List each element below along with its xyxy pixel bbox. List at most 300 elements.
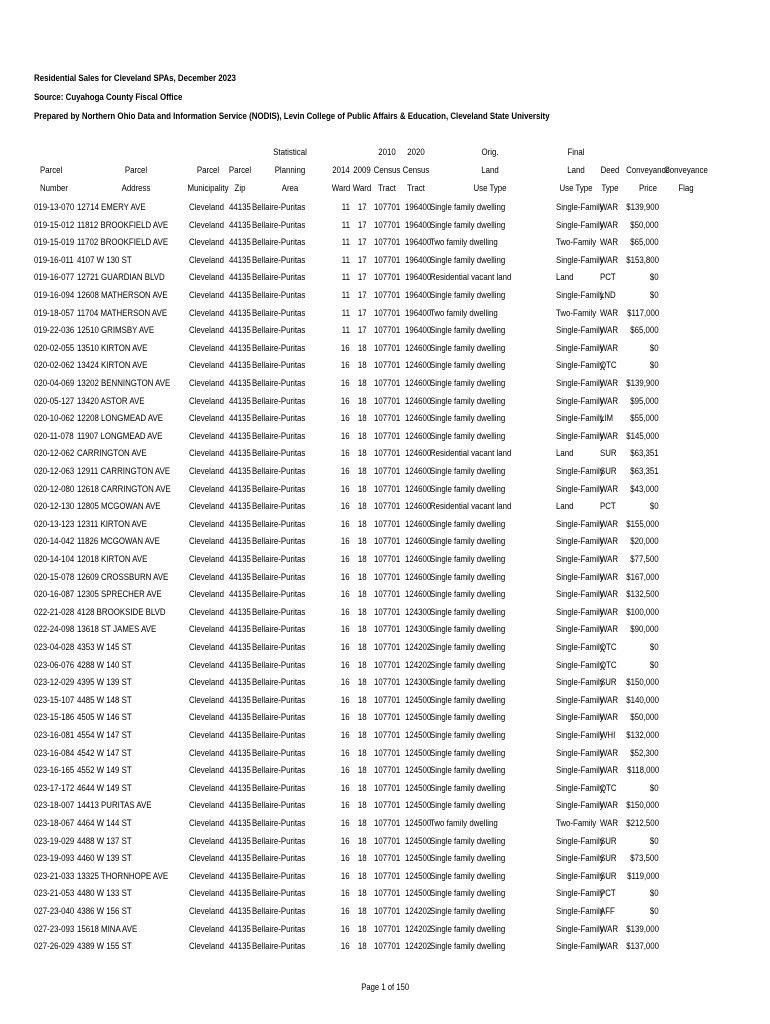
col-tract-2010-cell: 107701 xyxy=(374,730,401,741)
col-tract-2020-cell: 196400 xyxy=(405,325,432,337)
col-parcel-address-cell: 14413 PURITAS AVE xyxy=(77,800,152,812)
col-deed-type-cell: WAR xyxy=(600,536,619,548)
page-number: Page 1 of 150 xyxy=(361,981,409,992)
col-tract-2010-cell: 107701 xyxy=(374,835,401,847)
col-ward-2009-cell: 18 xyxy=(358,501,367,513)
col-municipality-cell: Cleveland xyxy=(189,818,224,829)
col-price-cell: $65,000 xyxy=(630,237,659,249)
col-ward-2014-cell: 16 xyxy=(341,888,350,900)
col-orig-use-cell: Single family dwelling xyxy=(430,765,506,777)
col-price-cell: $117,000 xyxy=(626,307,659,319)
col-zip-cell: 44135 xyxy=(229,730,251,741)
col-parcel-number-cell: 019-15-019 xyxy=(34,237,75,249)
col-zip-cell: 44135 xyxy=(229,202,251,213)
col-municipality-cell: Cleveland xyxy=(189,536,224,548)
col-final-use-cell: Single-Family xyxy=(556,870,604,882)
col-price-header: Conveyance xyxy=(626,165,670,176)
col-deed-type-cell: AFF xyxy=(600,906,615,917)
col-parcel-address-cell: 4464 W 144 ST xyxy=(77,818,132,829)
col-parcel-address-cell: 12911 CARRINGTON AVE xyxy=(77,466,171,477)
col-ward-2014-cell: 16 xyxy=(341,677,350,689)
col-price-cell: $150,000 xyxy=(626,800,659,812)
col-parcel-number-cell: 023-04-028 xyxy=(34,642,75,653)
col-price-cell: $0 xyxy=(650,906,659,917)
col-price-cell: $137,000 xyxy=(626,941,659,953)
col-final-use-header: Use Type xyxy=(559,183,593,194)
col-tract-2020-cell: 196400 xyxy=(405,219,432,231)
col-tract-2010-cell: 107701 xyxy=(374,800,401,812)
col-deed-type-cell: WAR xyxy=(600,378,619,389)
col-parcel-number-cell: 020-02-055 xyxy=(34,342,75,354)
col-price-cell: $90,000 xyxy=(630,624,659,636)
col-zip-cell: 44135 xyxy=(229,395,251,407)
col-final-use-header: Land xyxy=(567,165,585,176)
col-final-use-cell: Single-Family xyxy=(556,624,604,636)
col-tract-2020-cell: 124500 xyxy=(405,765,432,777)
col-tract-2010-cell: 107701 xyxy=(374,571,401,583)
col-final-use-cell: Single-Family xyxy=(556,395,604,407)
col-ward-2014-cell: 16 xyxy=(341,694,350,706)
col-parcel-number-cell: 019-22-036 xyxy=(34,325,75,337)
col-final-use-cell: Single-Family xyxy=(556,202,604,213)
col-ward-2014-cell: 16 xyxy=(341,466,350,477)
col-tract-2020-cell: 124500 xyxy=(405,730,432,741)
col-deed-type-cell: WAR xyxy=(600,800,619,812)
col-municipality-cell: Cleveland xyxy=(189,518,224,530)
col-deed-type-cell: WAR xyxy=(600,941,619,953)
col-parcel-number-cell: 023-06-076 xyxy=(34,659,75,671)
col-municipality-cell: Cleveland xyxy=(189,870,224,882)
col-ward-2009-cell: 18 xyxy=(358,589,367,601)
col-zip-cell: 44135 xyxy=(229,360,251,372)
col-price-cell: $20,000 xyxy=(630,536,659,548)
col-municipality-cell: Cleveland xyxy=(189,589,224,601)
col-deed-type-cell: WAR xyxy=(600,325,619,337)
col-price-cell: $63,351 xyxy=(630,466,659,477)
col-deed-type-cell: WAR xyxy=(600,624,619,636)
col-spa-cell: Bellaire-Puritas xyxy=(252,272,306,284)
col-tract-2010-cell: 107701 xyxy=(374,307,401,319)
col-parcel-address-cell: 4552 W 149 ST xyxy=(77,765,132,777)
col-final-use-cell: Land xyxy=(556,501,574,513)
col-tract-2020-cell: 124202 xyxy=(405,941,432,953)
col-tract-2020-cell: 124500 xyxy=(405,818,432,829)
col-ward-2009-header: 2009 xyxy=(353,165,371,176)
col-deed-type-cell: WAR xyxy=(600,694,619,706)
col-zip-cell: 44135 xyxy=(229,606,251,618)
col-municipality-cell: Cleveland xyxy=(189,782,224,794)
col-tract-2020-cell: 124600 xyxy=(405,536,432,548)
col-zip-cell: 44135 xyxy=(229,378,251,389)
col-tract-2020-cell: 124600 xyxy=(405,430,432,442)
col-deed-type-cell: WAR xyxy=(600,606,619,618)
col-zip-cell: 44135 xyxy=(229,659,251,671)
col-ward-2014-cell: 16 xyxy=(341,782,350,794)
col-tract-2010-cell: 107701 xyxy=(374,589,401,601)
col-spa-cell: Bellaire-Puritas xyxy=(252,906,306,917)
col-price-cell: $52,300 xyxy=(630,747,659,759)
col-ward-2009-cell: 18 xyxy=(358,694,367,706)
col-parcel-number-cell: 020-02-062 xyxy=(34,360,75,372)
col-ward-2014-cell: 16 xyxy=(341,378,350,389)
col-orig-use-cell: Single family dwelling xyxy=(430,589,506,601)
col-final-use-cell: Single-Family xyxy=(556,659,604,671)
col-spa-cell: Bellaire-Puritas xyxy=(252,448,306,460)
col-parcel-number-header: Number xyxy=(40,183,68,194)
col-parcel-number-cell: 020-04-069 xyxy=(34,378,75,389)
col-ward-2009-cell: 18 xyxy=(358,747,367,759)
col-final-use-cell: Single-Family xyxy=(556,290,604,301)
col-tract-2020-cell: 124600 xyxy=(405,466,432,477)
col-ward-2009-cell: 18 xyxy=(358,923,367,935)
col-price-cell: $212,500 xyxy=(626,818,659,829)
col-orig-use-cell: Residential vacant land xyxy=(430,272,512,284)
col-tract-2020-cell: 196400 xyxy=(405,307,432,319)
col-ward-2014-cell: 16 xyxy=(341,747,350,759)
col-spa-cell: Bellaire-Puritas xyxy=(252,800,306,812)
col-parcel-number-cell: 020-12-130 xyxy=(34,501,75,513)
col-tract-2020-cell: 124500 xyxy=(405,870,432,882)
col-price-cell: $119,000 xyxy=(626,870,659,882)
col-orig-use-cell: Single family dwelling xyxy=(430,659,506,671)
col-tract-2020-cell: 124500 xyxy=(405,835,432,847)
col-ward-2014-cell: 11 xyxy=(341,219,350,231)
col-spa-cell: Bellaire-Puritas xyxy=(252,870,306,882)
col-zip-cell: 44135 xyxy=(229,290,251,301)
col-final-use-cell: Single-Family xyxy=(556,325,604,337)
col-parcel-address-cell: 4395 W 139 ST xyxy=(77,677,132,689)
col-zip-cell: 44135 xyxy=(229,853,251,865)
col-price-cell: $139,900 xyxy=(626,378,659,389)
col-final-use-cell: Single-Family xyxy=(556,413,604,425)
col-price-cell: $0 xyxy=(650,272,659,284)
col-price-cell: $0 xyxy=(650,501,659,513)
col-tract-2010-cell: 107701 xyxy=(374,254,401,266)
col-zip-cell: 44135 xyxy=(229,800,251,812)
col-parcel-address-cell: 4128 BROOKSIDE BLVD xyxy=(77,606,166,618)
col-tract-2010-cell: 107701 xyxy=(374,448,401,460)
col-zip-cell: 44135 xyxy=(229,818,251,829)
col-municipality-cell: Cleveland xyxy=(189,307,224,319)
col-orig-use-cell: Single family dwelling xyxy=(430,747,506,759)
col-orig-use-cell: Single family dwelling xyxy=(430,430,506,442)
col-spa-cell: Bellaire-Puritas xyxy=(252,430,306,442)
col-parcel-address-cell: 4288 W 140 ST xyxy=(77,659,132,671)
col-deed-type-cell: PCT xyxy=(600,272,616,284)
col-deed-type-cell: SUR xyxy=(600,677,617,689)
col-tract-2010-cell: 107701 xyxy=(374,518,401,530)
col-price-cell: $43,000 xyxy=(630,483,659,495)
col-orig-use-cell: Single family dwelling xyxy=(430,606,506,618)
col-parcel-number-cell: 023-12-029 xyxy=(34,677,75,689)
col-ward-2014-cell: 16 xyxy=(341,941,350,953)
col-ward-2014-cell: 16 xyxy=(341,501,350,513)
col-final-use-cell: Single-Family xyxy=(556,518,604,530)
col-deed-type-cell: WAR xyxy=(600,395,619,407)
col-spa-cell: Bellaire-Puritas xyxy=(252,659,306,671)
col-spa-cell: Bellaire-Puritas xyxy=(252,290,306,301)
col-price-cell: $155,000 xyxy=(626,518,659,530)
col-municipality-cell: Cleveland xyxy=(189,237,224,249)
col-price-cell: $77,500 xyxy=(630,554,659,565)
col-municipality-cell: Cleveland xyxy=(189,835,224,847)
col-zip-cell: 44135 xyxy=(229,536,251,548)
col-ward-2009-cell: 18 xyxy=(358,378,367,389)
col-ward-2009-cell: 18 xyxy=(358,835,367,847)
col-ward-2009-cell: 18 xyxy=(358,659,367,671)
col-ward-2014-cell: 16 xyxy=(341,818,350,829)
col-deed-type-cell: LIM xyxy=(600,413,614,425)
col-parcel-address-cell: 12618 CARRINGTON AVE xyxy=(77,483,171,495)
col-orig-use-cell: Single family dwelling xyxy=(430,554,506,565)
col-zip-cell: 44135 xyxy=(229,835,251,847)
col-spa-cell: Bellaire-Puritas xyxy=(252,202,306,213)
col-spa-cell: Bellaire-Puritas xyxy=(252,624,306,636)
col-ward-2009-cell: 17 xyxy=(358,325,367,337)
col-deed-type-cell: LND xyxy=(600,290,616,301)
col-price-cell: $0 xyxy=(650,659,659,671)
col-ward-2014-cell: 16 xyxy=(341,413,350,425)
col-price-cell: $0 xyxy=(650,642,659,653)
col-ward-2014-cell: 16 xyxy=(341,536,350,548)
col-orig-use-cell: Residential vacant land xyxy=(430,448,512,460)
col-tract-2010-cell: 107701 xyxy=(374,677,401,689)
col-parcel-address-cell: 4460 W 139 ST xyxy=(77,853,132,865)
col-parcel-address-cell: 15618 MINA AVE xyxy=(77,923,138,935)
col-orig-use-cell: Single family dwelling xyxy=(430,730,506,741)
col-municipality-cell: Cleveland xyxy=(189,642,224,653)
col-price-cell: $140,000 xyxy=(626,694,659,706)
col-parcel-address-cell: 4389 W 155 ST xyxy=(77,941,132,953)
col-final-use-cell: Single-Family xyxy=(556,430,604,442)
col-tract-2010-cell: 107701 xyxy=(374,395,401,407)
col-price-cell: $0 xyxy=(650,782,659,794)
col-zip-cell: 44135 xyxy=(229,571,251,583)
col-spa-cell: Bellaire-Puritas xyxy=(252,466,306,477)
col-zip-cell: 44135 xyxy=(229,237,251,249)
col-parcel-number-cell: 020-16-087 xyxy=(34,589,75,601)
col-ward-2009-cell: 17 xyxy=(358,272,367,284)
col-tract-2010-cell: 107701 xyxy=(374,941,401,953)
col-deed-type-cell: SUR xyxy=(600,448,617,460)
col-parcel-number-cell: 019-16-077 xyxy=(34,272,75,284)
col-ward-2014-cell: 16 xyxy=(341,342,350,354)
col-tract-2020-cell: 124600 xyxy=(405,448,432,460)
col-deed-type-cell: WAR xyxy=(600,571,619,583)
col-parcel-number-cell: 020-12-080 xyxy=(34,483,75,495)
col-final-use-cell: Single-Family xyxy=(556,835,604,847)
col-spa-cell: Bellaire-Puritas xyxy=(252,254,306,266)
col-parcel-number-cell: 023-21-033 xyxy=(34,870,75,882)
col-parcel-address-cell: 12311 KIRTON AVE xyxy=(77,518,147,530)
col-parcel-address-cell: 12305 SPRECHER AVE xyxy=(77,589,162,601)
col-parcel-number-cell: 023-19-029 xyxy=(34,835,75,847)
col-parcel-address-cell: 11826 MCGOWAN AVE xyxy=(77,536,160,548)
col-orig-use-cell: Two family dwelling xyxy=(430,307,498,319)
col-price-cell: $139,000 xyxy=(626,923,659,935)
col-zip-cell: 44135 xyxy=(229,589,251,601)
col-tract-2020-cell: 196400 xyxy=(405,272,432,284)
col-tract-2010-cell: 107701 xyxy=(374,466,401,477)
col-final-use-cell: Single-Family xyxy=(556,254,604,266)
col-final-use-cell: Single-Family xyxy=(556,888,604,900)
col-tract-2010-cell: 107701 xyxy=(374,606,401,618)
col-ward-2009-cell: 18 xyxy=(358,466,367,477)
col-price-header: Price xyxy=(639,183,657,194)
col-final-use-header: Final xyxy=(567,147,585,158)
col-parcel-address-cell: 13424 KIRTON AVE xyxy=(77,360,148,372)
col-tract-2020-cell: 124202 xyxy=(405,642,432,653)
col-municipality-cell: Cleveland xyxy=(189,254,224,266)
col-ward-2009-cell: 17 xyxy=(358,237,367,249)
col-tract-2010-cell: 107701 xyxy=(374,536,401,548)
col-parcel-number-cell: 019-18-057 xyxy=(34,307,75,319)
col-orig-use-cell: Single family dwelling xyxy=(430,466,506,477)
col-tract-2010-cell: 107701 xyxy=(374,624,401,636)
col-orig-use-cell: Single family dwelling xyxy=(430,518,506,530)
col-municipality-cell: Cleveland xyxy=(189,659,224,671)
col-orig-use-cell: Single family dwelling xyxy=(430,835,506,847)
col-spa-cell: Bellaire-Puritas xyxy=(252,219,306,231)
col-zip-cell: 44135 xyxy=(229,448,251,460)
col-price-cell: $139,900 xyxy=(626,202,659,213)
col-orig-use-cell: Single family dwelling xyxy=(430,923,506,935)
col-municipality-cell: Cleveland xyxy=(189,941,224,953)
col-tract-2020-cell: 124500 xyxy=(405,853,432,865)
col-parcel-number-cell: 020-14-104 xyxy=(34,554,75,565)
col-deed-type-cell: WAR xyxy=(600,589,619,601)
col-price-cell: $55,000 xyxy=(630,413,659,425)
col-orig-use-cell: Single family dwelling xyxy=(430,677,506,689)
col-tract-2020-cell: 196400 xyxy=(405,290,432,301)
col-deed-type-cell: WAR xyxy=(600,518,619,530)
col-ward-2014-cell: 16 xyxy=(341,800,350,812)
col-orig-use-header: Orig. xyxy=(481,147,499,158)
col-parcel-address-header: Parcel xyxy=(124,165,148,176)
col-zip-cell: 44135 xyxy=(229,342,251,354)
col-ward-2009-cell: 18 xyxy=(358,448,367,460)
col-municipality-cell: Cleveland xyxy=(189,378,224,389)
col-parcel-number-cell: 020-15-078 xyxy=(34,571,75,583)
col-orig-use-cell: Single family dwelling xyxy=(430,571,506,583)
col-parcel-address-cell: 12805 MCGOWAN AVE xyxy=(77,501,161,513)
col-parcel-address-cell: 4554 W 147 ST xyxy=(77,730,132,741)
col-ward-2014-cell: 16 xyxy=(341,923,350,935)
col-final-use-cell: Single-Family xyxy=(556,360,604,372)
col-final-use-cell: Single-Family xyxy=(556,571,604,583)
col-deed-type-cell: WAR xyxy=(600,307,619,319)
col-spa-cell: Bellaire-Puritas xyxy=(252,237,306,249)
col-final-use-cell: Single-Family xyxy=(556,853,604,865)
col-price-cell: $0 xyxy=(650,835,659,847)
col-final-use-cell: Single-Family xyxy=(556,941,604,953)
col-parcel-number-cell: 023-16-081 xyxy=(34,730,75,741)
col-ward-2014-cell: 16 xyxy=(341,659,350,671)
col-tract-2020-cell: 124202 xyxy=(405,659,432,671)
col-price-cell: $0 xyxy=(650,360,659,372)
col-price-cell: $50,000 xyxy=(630,219,659,231)
col-deed-type-header: Deed xyxy=(600,165,620,176)
col-tract-2010-cell: 107701 xyxy=(374,906,401,917)
col-orig-use-cell: Single family dwelling xyxy=(430,536,506,548)
col-municipality-cell: Cleveland xyxy=(189,342,224,354)
col-parcel-number-cell: 020-12-062 xyxy=(34,448,75,460)
col-tract-2020-cell: 124600 xyxy=(405,483,432,495)
col-municipality-cell: Cleveland xyxy=(189,624,224,636)
col-ward-2014-cell: 16 xyxy=(341,853,350,865)
col-tract-2020-cell: 124600 xyxy=(405,501,432,513)
col-spa-cell: Bellaire-Puritas xyxy=(252,606,306,618)
col-orig-use-cell: Residential vacant land xyxy=(430,501,512,513)
report-source: Source: Cuyahoga County Fiscal Office xyxy=(34,92,183,102)
col-tract-2020-cell: 124600 xyxy=(405,395,432,407)
col-municipality-cell: Cleveland xyxy=(189,483,224,495)
col-spa-cell: Bellaire-Puritas xyxy=(252,694,306,706)
col-parcel-address-cell: 4485 W 148 ST xyxy=(77,694,132,706)
col-tract-2020-cell: 124500 xyxy=(405,782,432,794)
col-parcel-number-cell: 020-10-062 xyxy=(34,413,75,425)
col-parcel-address-cell: 12510 GRIMSBY AVE xyxy=(77,325,155,337)
col-ward-2014-cell: 16 xyxy=(341,483,350,495)
col-tract-2020-cell: 124300 xyxy=(405,606,432,618)
col-parcel-number-cell: 023-19-093 xyxy=(34,853,75,865)
col-orig-use-header: Land xyxy=(481,165,499,176)
col-municipality-cell: Cleveland xyxy=(189,765,224,777)
col-deed-type-cell: SUR xyxy=(600,835,617,847)
col-municipality-cell: Cleveland xyxy=(189,571,224,583)
col-orig-use-cell: Single family dwelling xyxy=(430,624,506,636)
col-tract-2010-cell: 107701 xyxy=(374,342,401,354)
col-price-cell: $65,000 xyxy=(630,325,659,337)
col-municipality-cell: Cleveland xyxy=(189,923,224,935)
report-prepared-by: Prepared by Northern Ohio Data and Information Service (NODIS), Levin College of Public Affairs & Education, Cleveland State University xyxy=(34,111,550,121)
col-ward-2009-cell: 18 xyxy=(358,554,367,565)
col-ward-2009-cell: 18 xyxy=(358,677,367,689)
col-ward-2009-cell: 18 xyxy=(358,413,367,425)
col-tract-2020-cell: 124500 xyxy=(405,800,432,812)
col-zip-cell: 44135 xyxy=(229,325,251,337)
col-tract-2010-cell: 107701 xyxy=(374,659,401,671)
col-spa-cell: Bellaire-Puritas xyxy=(252,501,306,513)
col-spa-cell: Bellaire-Puritas xyxy=(252,554,306,565)
col-spa-cell: Bellaire-Puritas xyxy=(252,571,306,583)
col-ward-2009-cell: 17 xyxy=(358,254,367,266)
col-municipality-cell: Cleveland xyxy=(189,501,224,513)
col-final-use-cell: Two-Family xyxy=(556,307,597,319)
col-ward-2014-cell: 11 xyxy=(341,307,350,319)
col-tract-2020-cell: 124300 xyxy=(405,677,432,689)
col-parcel-number-cell: 023-18-067 xyxy=(34,818,75,829)
col-ward-2009-header: Ward xyxy=(352,183,372,194)
col-spa-cell: Bellaire-Puritas xyxy=(252,307,306,319)
col-price-cell: $167,000 xyxy=(626,571,659,583)
col-municipality-cell: Cleveland xyxy=(189,395,224,407)
col-tract-2020-cell: 124500 xyxy=(405,888,432,900)
col-spa-cell: Bellaire-Puritas xyxy=(252,483,306,495)
col-ward-2009-cell: 18 xyxy=(358,800,367,812)
col-deed-type-cell: WAR xyxy=(600,923,619,935)
col-spa-cell: Bellaire-Puritas xyxy=(252,677,306,689)
col-deed-type-cell: WAR xyxy=(600,747,619,759)
col-tract-2020-cell: 124500 xyxy=(405,694,432,706)
col-parcel-number-cell: 019-13-070 xyxy=(34,202,75,213)
col-ward-2014-cell: 16 xyxy=(341,906,350,917)
col-flag-header: Conveyance xyxy=(664,165,708,176)
col-ward-2014-cell: 16 xyxy=(341,606,350,618)
col-parcel-number-cell: 022-21-028 xyxy=(34,606,75,618)
col-tract-2020-cell: 124500 xyxy=(405,712,432,724)
col-spa-cell: Bellaire-Puritas xyxy=(252,782,306,794)
